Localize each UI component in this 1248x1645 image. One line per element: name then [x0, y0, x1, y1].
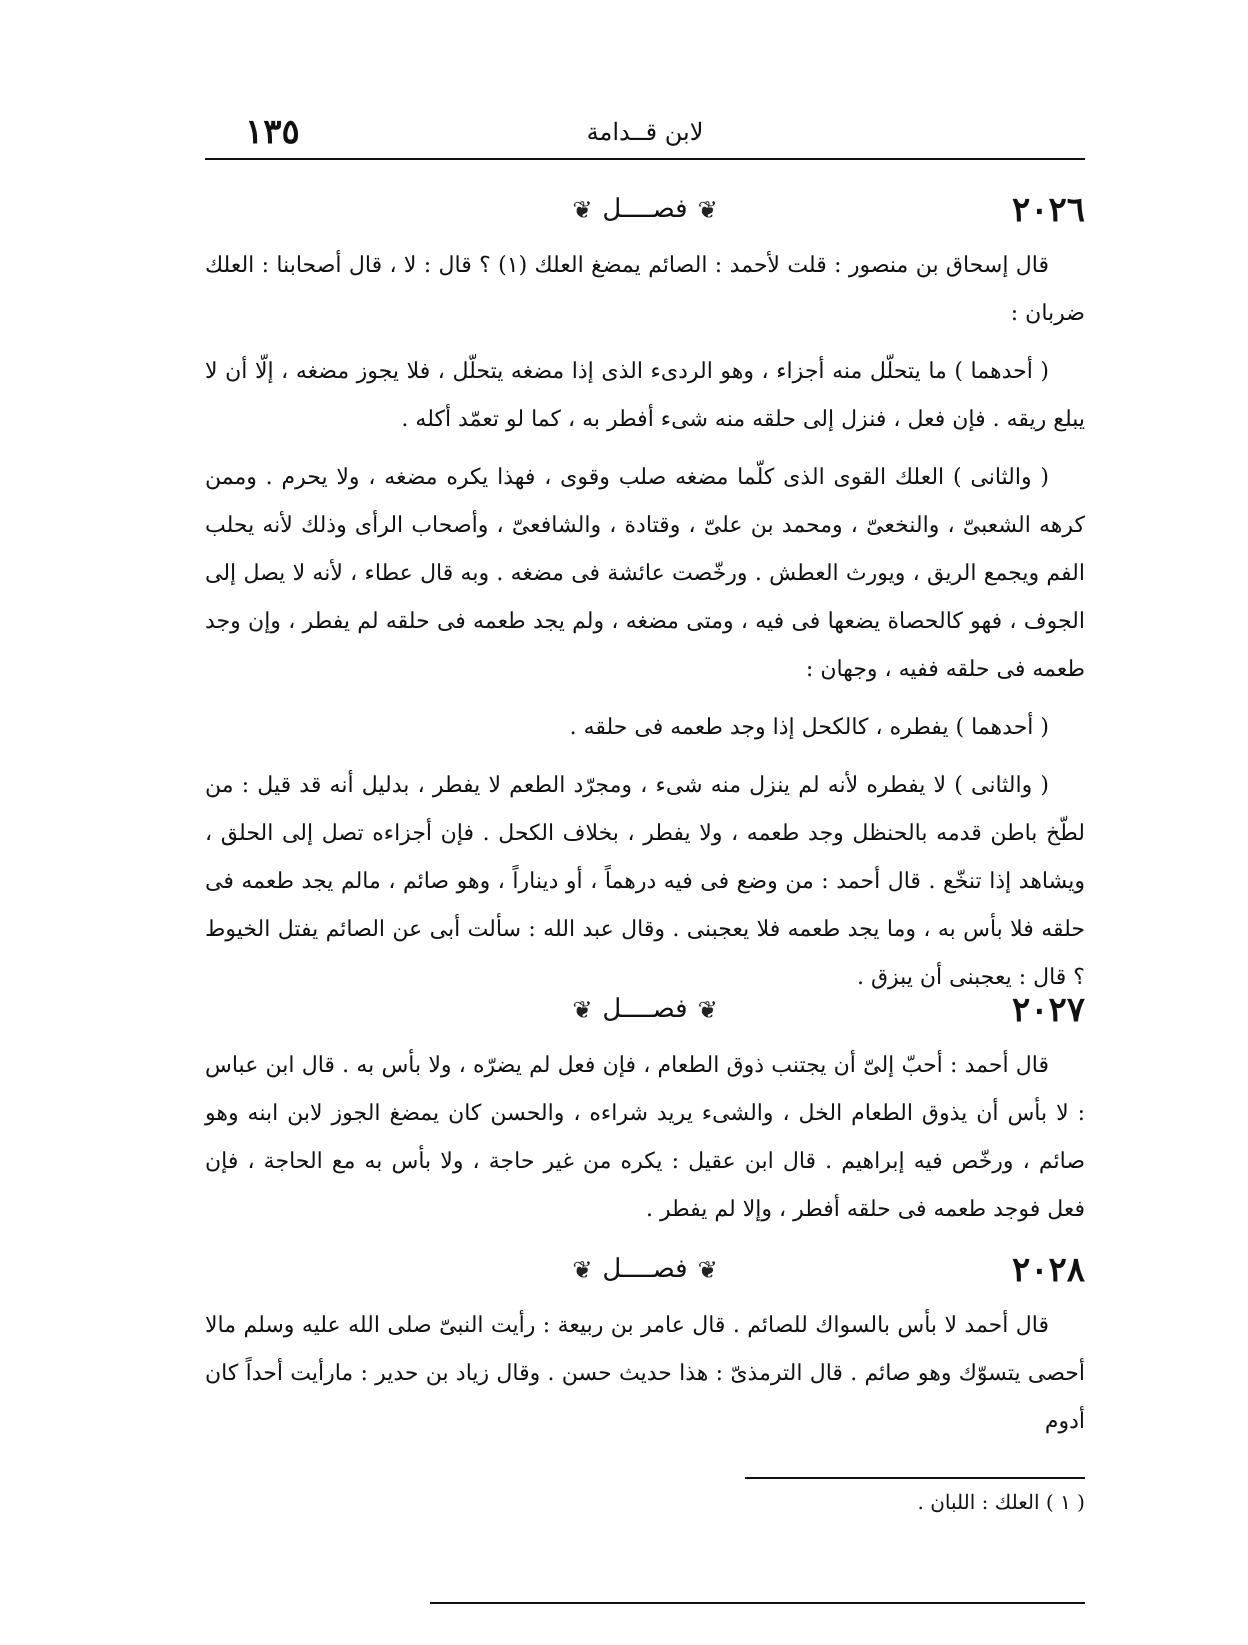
section-number: ٢٠٢٨ [1011, 1250, 1085, 1290]
ornament-icon: ❦ [697, 1256, 718, 1284]
fasl-heading [205, 994, 1085, 1024]
ornament-icon: ❦ [572, 1256, 593, 1284]
ornament-icon: ❦ [697, 196, 718, 224]
section-2027 [205, 990, 1085, 1244]
section-2028 [205, 1250, 1085, 1456]
ornament-icon: ❦ [572, 196, 593, 224]
page-header [205, 112, 1085, 152]
page-number: ١٣٥ [245, 112, 300, 152]
section-number: ٢٠٢٦ [1011, 190, 1085, 230]
footnote: ( ١ ) العلك : اللبان . [917, 1490, 1085, 1514]
bottom-rule [430, 1602, 1085, 1604]
paragraph: ( أحدهما ) يفطره ، كالكحل إذا وجد طعمه فى حلقه . [569, 715, 1049, 740]
section-2026 [205, 190, 1085, 1012]
ornament-icon: ❦ [572, 996, 593, 1024]
ornament-icon: ❦ [697, 996, 718, 1024]
footnote-rule [745, 1477, 1085, 1479]
fasl-heading [205, 1254, 1085, 1284]
fasl-label: فصــــل [602, 194, 688, 224]
running-title: لابن قــدامة [586, 118, 704, 146]
header-rule [205, 158, 1085, 160]
section-heading [205, 990, 1085, 1042]
paragraph: ( والثانى ) لا يفطره لأنه لم ينزل منه شىء ، ومجرّد الطعم لا يفطر ، بدليل أنه قد قيل : من لطّخ باطن قدمه بالحنظل وجد طعمه ، ولا يفطر ، بخلاف الكحل . فإن أجزاءه تصل إلى الحلق ، ويشاهد إذا تنخّع . قال أحمد : من وضع فى فيه درهماً ، أو ديناراً ، وهو صائم ، مالم يجد طعمه فى حلقه فلا بأس به ، وما يجد طعمه فلا يعجبنى . وقال عبد الله : سألت أبى عن الصائم يفتل الخيوط ؟ قال : يعجبنى أن يبزق . [205, 773, 1085, 990]
paragraph: قال أحمد لا بأس بالسواك للصائم . قال عامر بن ربيعة : رأيت النبىّ صلى الله عليه وسلم مالا أحصى يتسوّك وهو صائم . قال الترمذىّ : هذا حديث حسن . وقال زياد بن حدير : مارأيت أحداً كان أدوم [205, 1313, 1085, 1434]
paragraph: قال إسحاق بن منصور : قلت لأحمد : الصائم يمضغ العلك (١) ؟ قال : لا ، قال أصحابنا : العلك ضربان : [205, 253, 1085, 326]
paragraph: قال أحمد : أحبّ إلىّ أن يجتنب ذوق الطعام ، فإن فعل لم يضرّه ، ولا بأس به . قال ابن عباس : لا بأس أن يذوق الطعام الخل ، والشىء يريد شراءه ، والحسن كان يمضغ الجوز لابن ابنه وهو صائم ، ورخّص فيه إبراهيم . قال ابن عقيل : يكره من غير حاجة ، ولا بأس به مع الحاجة ، فإن فعل فوجد طعمه فى حلقه أفطر ، وإلا لم يفطر . [205, 1053, 1085, 1222]
fasl-label: فصــــل [602, 994, 688, 1024]
fasl-label: فصــــل [602, 1254, 688, 1284]
section-heading [205, 1250, 1085, 1302]
fasl-heading [205, 194, 1085, 224]
section-number: ٢٠٢٧ [1011, 990, 1085, 1030]
section-heading [205, 190, 1085, 242]
paragraph: ( أحدهما ) ما يتحلّل منه أجزاء ، وهو الردىء الذى إذا مضغه يتحلّل ، فلا يجوز مضغه ، إلّا أن لا يبلع ريقه . فإن فعل ، فنزل إلى حلقه منه شىء أفطر به ، كما لو تعمّد أكله . [205, 359, 1085, 432]
paragraph: ( والثانى ) العلك القوى الذى كلّما مضغه صلب وقوى ، فهذا يكره مضغه ، ولا يحرم . وممن كرهه الشعبىّ ، والنخعىّ ، ومحمد بن علىّ ، وقتادة ، والشافعىّ ، وأصحاب الرأى وذلك لأنه يحلب الفم ويجمع الريق ، ويورث العطش . ورخّصت عائشة فى مضغه . وبه قال عطاء ، لأنه لا يصل إلى الجوف ، فهو كالحصاة يضعها فى فيه ، ومتى مضغه ، ولم يجد طعمه فى حلقه لم يفطر ، وإن وجد طعمه فى حلقه ففيه ، وجهان : [205, 465, 1085, 682]
